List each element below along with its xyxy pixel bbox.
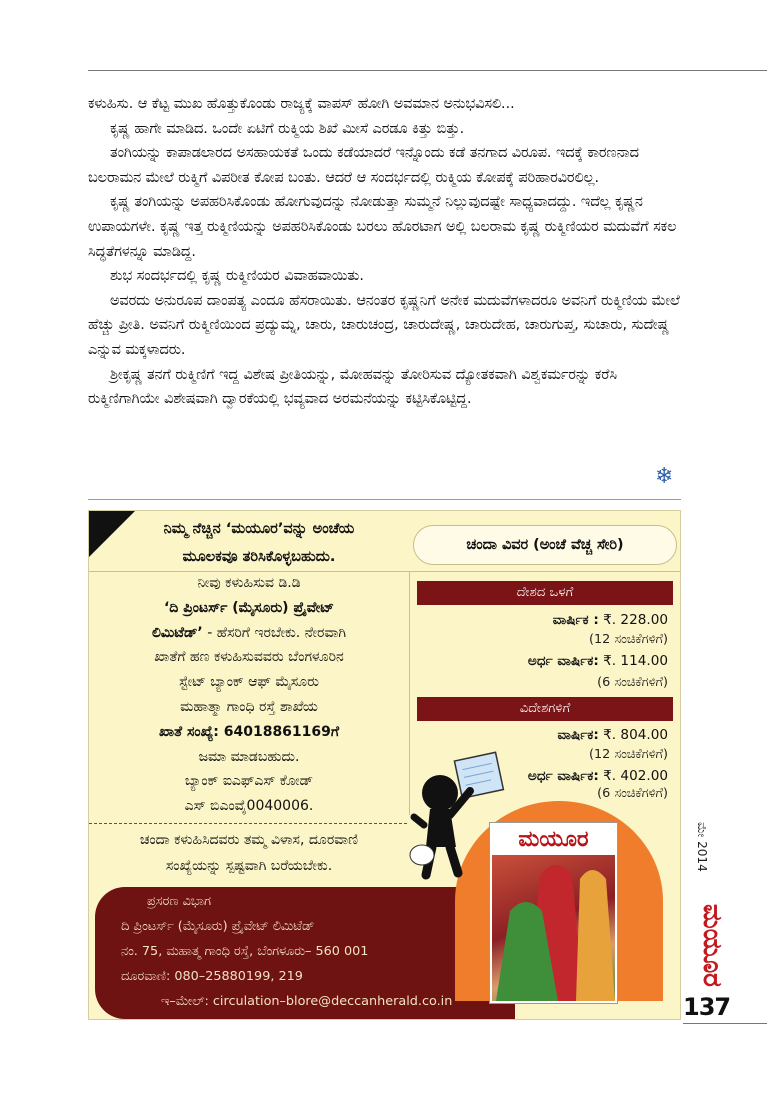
top-rule [88, 70, 767, 71]
magazine-side-label [684, 818, 727, 988]
bank-line: ಮಹಾತ್ಮಾ ಗಾಂಧಿ ರಸ್ತೆ ಶಾಖೆಯ [180, 698, 318, 715]
annual-label: ವಾರ್ಷಿಕ : [552, 612, 599, 628]
dept-phone: ದೂರವಾಣಿ: 080–25880199, 219 [121, 969, 303, 984]
subscription-headline [111, 515, 407, 571]
address-note [89, 827, 409, 879]
foreign-header: ವಿದೇಶಗಳಿಗೆ [417, 697, 673, 721]
headline-line-1: ನಿಮ್ಮ ನೆಚ್ಚಿನ ‘ಮಯೂರ’ವನ್ನು ಅಂಚೆಯ [163, 520, 355, 537]
bank-line: ಖಾತೆ ಸಂಖ್ಯೆ: 64018861169ಗೆ [158, 723, 340, 740]
cover-painting [492, 855, 615, 1001]
page-number: 137 [683, 993, 731, 1021]
bank-line: ‘ದಿ ಪ್ರಿಂಟರ್ಸ್ (ಮೈಸೂರು) ಪ್ರೈವೇಟ್ [163, 599, 335, 616]
domestic-annual-note: (12 ಸಂಚಿಕೆಗಳಿಗೆ) [588, 632, 668, 647]
annual-price: ₹. 228.00 [603, 612, 668, 628]
annual-price: ₹. 804.00 [603, 727, 668, 743]
bank-line: ನೀವು ಕಳುಹಿಸುವ ಡಿ.ಡಿ [197, 575, 301, 591]
story-paragraph: ಶ್ರೀಕೃಷ್ಣ ತನಗೆ ರುಕ್ಮಿಣಿಗೆ ಇದ್ದ ವಿಶೇಷ ಪ್ರೀತಿಯನ್ನು, ಮೋಹವನ್ನು ತೋರಿಸುವ ದ್ಯೋತಕವಾಗಿ ವಿಶ್ವಕರ್ಮರನ್ನು ಕರೆಸಿ ರುಕ್ಮಿಣಿಗಾಗಿಯೇ ವಿಶೇಷವಾಗಿ ದ್ವಾರಕೆಯಲ್ಲಿ ಭವ್ಯವಾದ ಅರಮನೆಯನ್ನು ಕಟ್ಟಿಸಿಕೊಟ್ಟಿದ್ದ. [88, 366, 617, 408]
foreign-annual [557, 724, 668, 746]
annual-label: ವಾರ್ಷಿಕ: [557, 727, 599, 743]
dept-company: ದಿ ಪ್ರಿಂಟರ್ಸ್ (ಮೈಸೂರು) ಪ್ರೈವೇಟ್ ಲಿಮಿಟೆಡ್ [121, 919, 315, 934]
footer-rule [683, 1023, 767, 1024]
note-line-2: ಸಂಖ್ಯೆಯನ್ನು ಸ್ಪಷ್ಟವಾಗಿ ಬರೆಯಬೇಕು. [165, 858, 333, 874]
bank-line: ಖಾತೆಗೆ ಹಣ ಕಳುಹಿಸುವವರು ಬೆಂಗಳೂರಿನ [154, 649, 344, 666]
half-label: ಅರ್ಧ ವಾರ್ಷಿಕ: [527, 653, 599, 669]
domestic-header: ದೇಶದ ಒಳಗೆ [417, 581, 673, 605]
snowflake-icon: ❄ [655, 464, 674, 489]
foreign-annual-note: (12 ಸಂಚಿಕೆಗಳಿಗೆ) [588, 747, 668, 762]
bank-line: ಜಮಾ ಮಾಡಬಹುದು. [198, 748, 300, 765]
story-paragraph: ಶುಭ ಸಂದರ್ಭದಲ್ಲಿ ಕೃಷ್ಣ ರುಕ್ಮಿಣಿಯರ ವಿವಾಹವಾಯಿತು. [110, 268, 364, 285]
half-label: ಅರ್ಧ ವಾರ್ಷಿಕ: [527, 768, 599, 784]
dept-email: ಇ–ಮೇಲ್: circulation–blore@deccanherald.co.in [161, 994, 453, 1009]
bank-line: ಲಿಮಿಟೆಡ್’ - ಹೆಸರಿಗೆ ಇರಬೇಕು. ನೇರವಾಗಿ [151, 624, 347, 641]
story-text [88, 92, 683, 412]
story-paragraph: ಕೃಷ್ಣ ಹಾಗೇ ಮಾಡಿದ. ಒಂದೇ ಏಟಿಗೆ ರುಕ್ಮಿಯ ಶಿಖೆ ಮೀಸೆ ಎರಡೂ ಕಿತ್ತು ಬಿತ್ತು. [110, 120, 465, 137]
bank-line: ಎಸ್ ಬಿಎಂವೈ0040006. [184, 798, 314, 815]
story-paragraph: ಕಳುಹಿಸು. ಆ ಕೆಟ್ಟ ಮುಖ ಹೊತ್ತುಕೊಂಡು ರಾಜ್ಯಕ್ಕೆ ವಾಪಸ್ ಹೋಗಿ ಅವಮಾನ ಅನುಭವಿಸಲಿ... [88, 96, 515, 112]
dept-lines [121, 889, 452, 1014]
domestic-half-note: (6 ಸಂಚಿಕೆಗಳಿಗೆ) [597, 675, 668, 690]
half-price: ₹. 114.00 [603, 653, 668, 669]
foreign-half-note: (6 ಸಂಚಿಕೆಗಳಿಗೆ) [597, 786, 668, 801]
cover-masthead: ಮಯೂರ [492, 825, 615, 855]
dept-address: ನಂ. 75, ಮಹಾತ್ಮ ಗಾಂಧಿ ರಸ್ತೆ, ಬೆಂಗಳೂರು– 560 001 [121, 944, 369, 959]
issue-date: ಮೇ 2014 [695, 822, 709, 872]
note-divider [89, 823, 407, 824]
domestic-annual [553, 609, 668, 631]
bank-details [97, 571, 401, 819]
note-line-1: ಚಂದಾ ಕಳುಹಿಸಿದವರು ತಮ್ಮ ವಿಳಾಸ, ದೂರವಾಣಿ [139, 832, 359, 848]
dept-title: ಪ್ರಸರಣ ವಿಭಾಗ [147, 894, 211, 909]
half-price: ₹. 402.00 [603, 768, 668, 784]
story-paragraph: ಕೃಷ್ಣ ತಂಗಿಯನ್ನು ಅಪಹರಿಸಿಕೊಂಡು ಹೋಗುವುದನ್ನು ನೋಡುತ್ತಾ ಸುಮ್ಮನೆ ನಿಲ್ಲುವುದಷ್ಟೇ ಸಾಧ್ಯವಾದದ್ದು. ಇದೆಲ್ಲ ಕೃಷ್ಣನ ಉಪಾಯಗಳೇ. ಕೃಷ್ಣ ಇತ್ತ ರುಕ್ಮಿಣಿಯನ್ನು ಅಪಹರಿಸಿಕೊಂಡು ಬರಲು ಹೊರಟಾಗ ಅಲ್ಲಿ ಬಲರಾಮ ಕೃಷ್ಣ ರುಕ್ಮಿಣಿಯರ ಮದುವೆಗೆ ಸಕಲ ಸಿದ್ಧತೆಗಳನ್ನೂ ಮಾಡಿದ್ದ. [88, 194, 677, 260]
story-paragraph: ತಂಗಿಯನ್ನು ಕಾಪಾಡಲಾರದ ಅಸಹಾಯಕತೆ ಒಂದು ಕಡೆಯಾದರೆ ಇನ್ನೊಂದು ಕಡೆ ತನಗಾದ ವಿರೂಪ. ಇದಕ್ಕೆ ಕಾರಣನಾದ ಬಲರಾಮನ ಮೇಲೆ ರುಕ್ಮಿಗೆ ವಿಪರೀತ ಕೋಪ ಬಂತು. ಆದರೆ ಆ ಸಂದರ್ಭದಲ್ಲಿ ರುಕ್ಮಿಯ ಕೋಪಕ್ಕೆ ಪರಿಹಾರವಿರಲಿಲ್ಲ. [88, 145, 639, 186]
bank-line: ಬ್ಯಾಂಕ್ ಐಎಫ್‌ಎಸ್ ಕೋಡ್ [184, 773, 314, 790]
magazine-cover [490, 823, 617, 1003]
bank-line: ಸ್ಟೇಟ್ ಬ್ಯಾಂಕ್ ಆಫ್ ಮೈಸೂರು [179, 674, 319, 691]
magazine-name: ಮಯೂರ [697, 904, 727, 987]
headline-line-2: ಮೂಲಕವೂ ತರಿಸಿಕೊಳ್ಳಬಹುದು. [182, 548, 336, 565]
section-divider [88, 499, 681, 500]
story-paragraph: ಅವರದು ಅನುರೂಪ ದಾಂಪತ್ಯ ಎಂದೂ ಹೆಸರಾಯಿತು. ಆನಂತರ ಕೃಷ್ಣನಿಗೆ ಅನೇಕ ಮದುವೆಗಳಾದರೂ ಅವನಿಗೆ ರುಕ್ಮಿಣಿಯ ಮೇಲೆ ಹೆಚ್ಚು ಪ್ರೀತಿ. ಅವನಿಗೆ ರುಕ್ಮಿಣಿಯಿಂದ ಪ್ರದ್ಯುಮ್ನ, ಚಾರು, ಚಾರುಚಂದ್ರ, ಚಾರುದೇಷ್ಣ, ಚಾರುದೇಹ, ಚಾರುಗುಪ್ತ, ಸುಚಾರು, ಸುದೇಷ್ಣ ಎನ್ನುವ ಮಕ್ಕಳಾದರು. [88, 292, 680, 358]
rates-heading: ಚಂದಾ ವಿವರ (ಅಂಚೆ ವೆಚ್ಚ ಸೇರಿ) [413, 525, 677, 565]
domestic-half [528, 650, 668, 672]
